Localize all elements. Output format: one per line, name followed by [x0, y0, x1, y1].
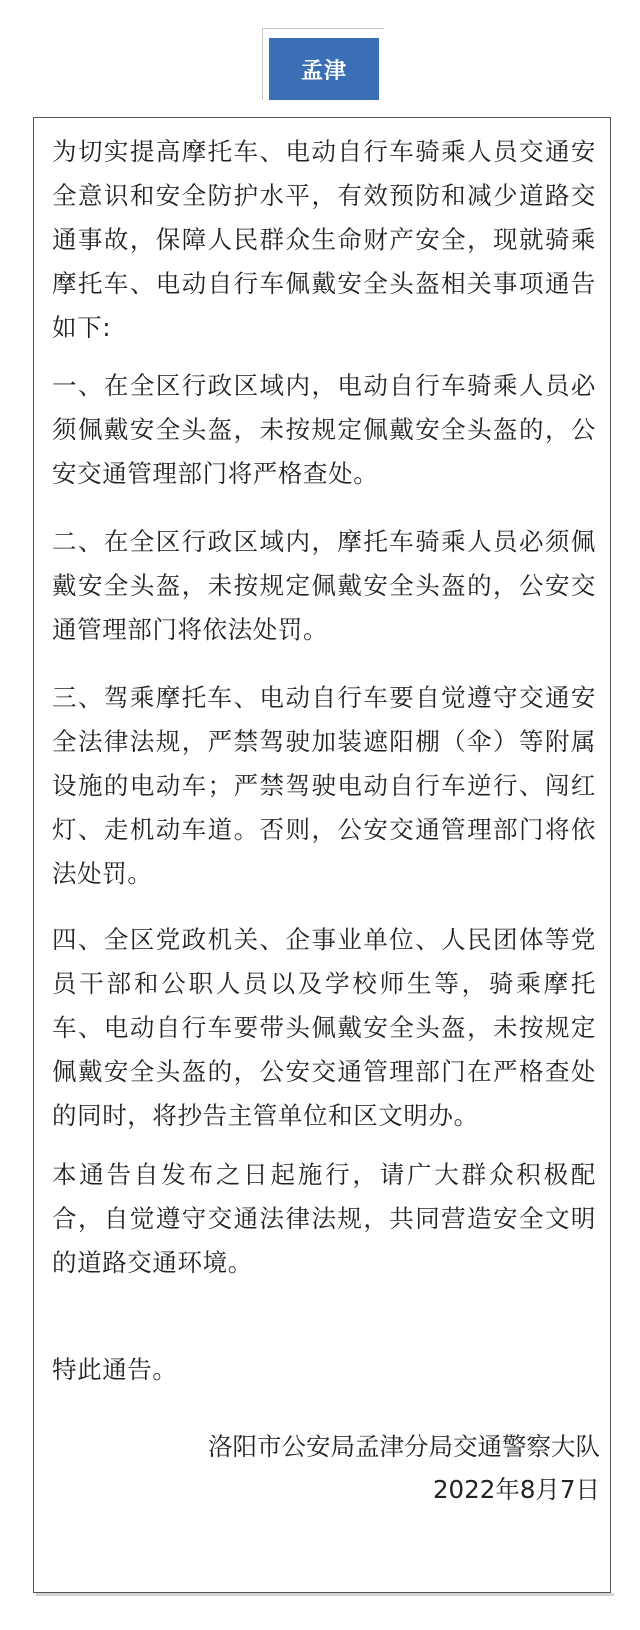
- header-frame-left-line: [262, 28, 263, 100]
- notice-item-3: 三、驾乘摩托车、电动自行车要自觉遵守交通安全法律法规，严禁驾驶加装遮阳棚（伞）等附属设施的电动车；严禁驾驶电动自行车逆行、闯红灯、走机动车道。否则，公安交通管理部门将依法处罚。: [52, 683, 596, 888]
- header-frame-top-line: [262, 28, 384, 29]
- notice-intro: 为切实提高摩托车、电动自行车骑乘人员交通安全意识和安全防护水平，有效预防和减少道路交通事故，保障人民群众生命财产安全，现就骑乘摩托车、电动自行车佩戴安全头盔相关事项通告如下:: [52, 137, 596, 342]
- header-title-badge: 孟津: [269, 38, 379, 100]
- notice-closing: 本通告自发布之日起施行，请广大群众积极配合，自觉遵守交通法律法规，共同营造安全文明的道路交通环境。: [52, 1160, 596, 1277]
- notice-issuer: 洛阳市公安局孟津分局交通警察大队: [208, 1432, 600, 1461]
- header-frame: [262, 28, 384, 100]
- notice-sign-off: 特此通告。: [52, 1355, 178, 1384]
- notice-box-shadow: [36, 1593, 614, 1596]
- notice-item-1: 一、在全区行政区域内，电动自行车骑乘人员必须佩戴安全头盔，未按规定佩戴安全头盔的，公安交通管理部门将严格查处。: [52, 371, 596, 488]
- notice-date: 2022年8月7日: [432, 1475, 600, 1504]
- notice-item-2: 二、在全区行政区域内，摩托车骑乘人员必须佩戴安全头盔，未按规定佩戴安全头盔的，公安交通管理部门将依法处罚。: [52, 527, 596, 644]
- notice-item-4: 四、全区党政机关、企事业单位、人民团体等党员干部和公职人员以及学校师生等，骑乘摩托车、电动自行车要带头佩戴安全头盔，未按规定佩戴安全头盔的，公安交通管理部门在严格查处的同时，将抄告主管单位和区文明办。: [52, 925, 596, 1130]
